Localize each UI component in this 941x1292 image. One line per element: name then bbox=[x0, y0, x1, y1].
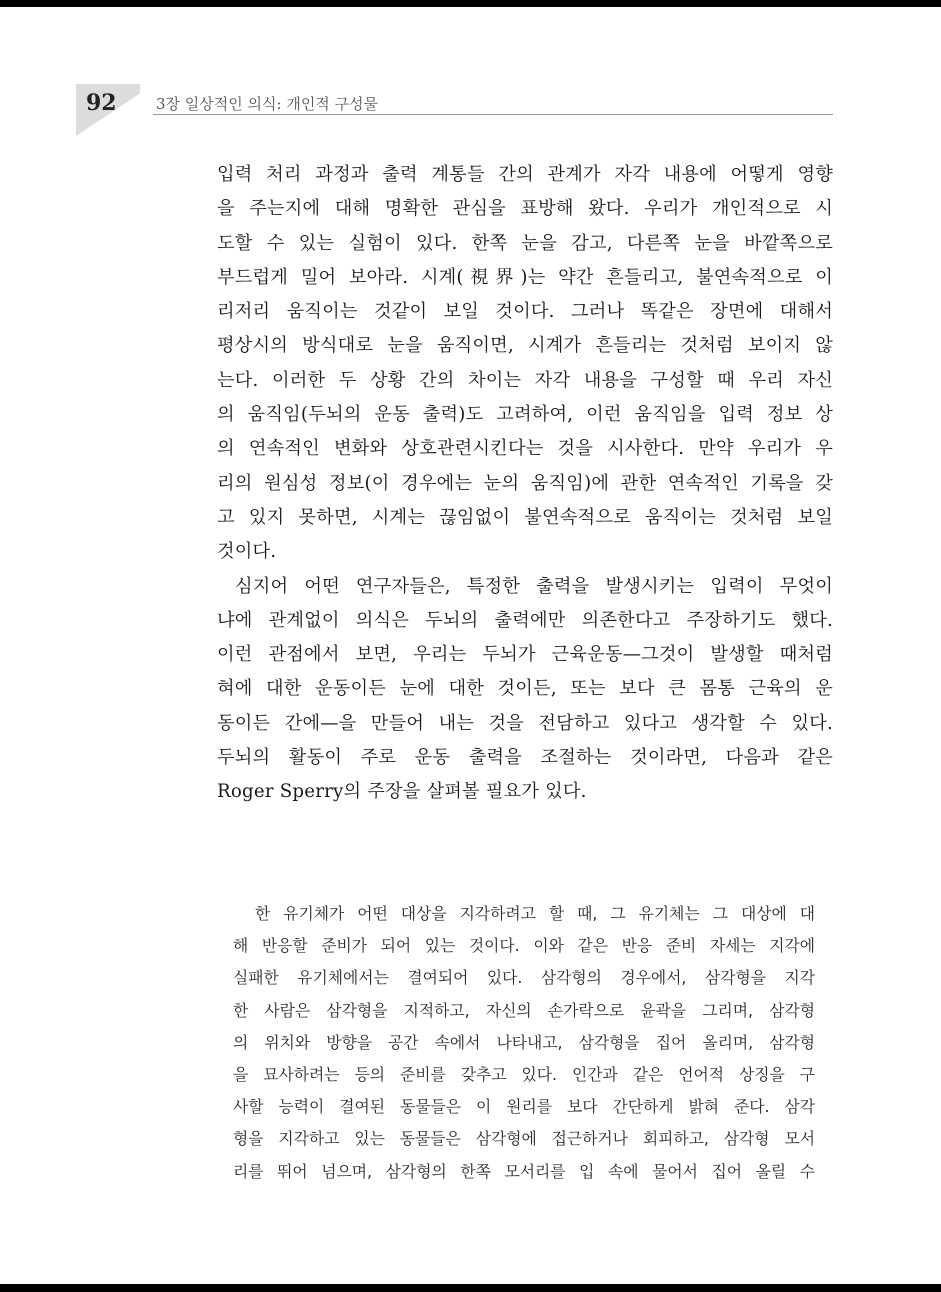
text-line: 도할 수 있는 실험이 있다. 한쪽 눈을 감고, 다른쪽 눈을 바깥쪽으로 bbox=[217, 232, 833, 254]
header-rule bbox=[153, 114, 833, 115]
text-line: 의 연속적인 변화와 상호관련시킨다는 것을 시사한다. 만약 우리가 우 bbox=[217, 438, 833, 460]
text-line: 을 주는지에 대해 명확한 관심을 표방해 왔다. 우리가 개인적으로 시 bbox=[217, 198, 833, 220]
quote-line: 리를 뛰어 넘으며, 삼각형의 한쪽 모서리를 입 속에 물어서 집어 올릴 수 bbox=[233, 1161, 816, 1181]
text-line: 두뇌의 활동이 주로 운동 출력을 조절하는 것이라면, 다음과 같은 bbox=[217, 747, 833, 769]
quote-line: 한 사람은 삼각형을 지적하고, 자신의 손가락으로 윤곽을 그리며, 삼각형 bbox=[233, 1000, 815, 1020]
text-line: 동이든 간에—을 만들어 내는 것을 전담하고 있다고 생각할 수 있다. bbox=[217, 712, 833, 734]
quote-line: 사할 능력이 결여된 동물들은 이 원리를 보다 간단하게 밝혀 준다. 삼각 bbox=[233, 1097, 815, 1117]
page-number: 92 bbox=[86, 90, 117, 116]
text-line: 리의 원심성 정보(이 경우에는 눈의 움직임)에 관한 연속적인 기록을 갖 bbox=[217, 472, 833, 494]
text-line: 것이다. bbox=[217, 541, 277, 563]
block-quote bbox=[233, 898, 815, 1188]
text-line: 입력 처리 과정과 출력 계통들 간의 관계가 자각 내용에 어떻게 영향 bbox=[217, 164, 833, 185]
text-line: 는다. 이러한 두 상황 간의 차이는 자각 내용을 구성할 때 우리 자신 bbox=[217, 369, 833, 391]
body-text bbox=[217, 158, 833, 810]
text-line: 리저리 움직이는 것같이 보일 것이다. 그러나 똑같은 장면에 대해서 bbox=[217, 301, 833, 323]
running-head: 3장 일상적인 의식: 개인적 구성물 bbox=[156, 95, 379, 113]
quote-line: 형을 지각하고 있는 동물들은 삼각형에 접근하거나 회피하고, 삼각형 모서 bbox=[233, 1129, 815, 1149]
text-line: 부드럽게 밀어 보아라. 시계(視界)는 약간 흔들리고, 불연속적으로 이 bbox=[217, 266, 833, 288]
text-line: 의 움직임(두뇌의 운동 출력)도 고려하여, 이런 움직임을 입력 정보 상 bbox=[217, 404, 833, 426]
quote-line: 의 위치와 방향을 공간 속에서 나타내고, 삼각형을 집어 올리며, 삼각형 bbox=[233, 1032, 815, 1052]
text-line: 냐에 관계없이 의식은 두뇌의 출력에만 의존한다고 주장하기도 했다. bbox=[217, 609, 833, 631]
quote-line: 을 묘사하려는 등의 준비를 갖추고 있다. 인간과 같은 언어적 상징을 구 bbox=[233, 1065, 815, 1085]
bottom-border bbox=[0, 1284, 941, 1292]
quote-line: 한 유기체가 어떤 대상을 지각하려고 할 때, 그 유기체는 그 대상에 대 bbox=[255, 904, 815, 923]
text-line: 혀에 대한 운동이든 눈에 대한 것이든, 또는 보다 큰 몸통 근육의 운 bbox=[217, 678, 833, 700]
quote-line: 실패한 유기체에서는 결여되어 있다. 삼각형의 경우에서, 삼각형을 지각 bbox=[233, 968, 815, 988]
text-line: Roger Sperry의 주장을 살펴볼 필요가 있다. bbox=[217, 781, 587, 803]
quote-line: 해 반응할 준비가 되어 있는 것이다. 이와 같은 반응 준비 자세는 지각에 bbox=[233, 936, 815, 956]
text-line: 평상시의 방식대로 눈을 움직이면, 시계가 흔들리는 것처럼 보이지 않 bbox=[217, 335, 833, 357]
text-line: 고 있지 못하면, 시계는 끊임없이 불연속적으로 움직이는 것처럼 보일 bbox=[217, 506, 833, 528]
text-line: 이런 관점에서 보면, 우리는 두뇌가 근육운동—그것이 발생할 때처럼 bbox=[217, 644, 833, 666]
top-border bbox=[0, 0, 941, 7]
text-line: 심지어 어떤 연구자들은, 특정한 출력을 발생시키는 입력이 무엇이 bbox=[235, 575, 833, 597]
